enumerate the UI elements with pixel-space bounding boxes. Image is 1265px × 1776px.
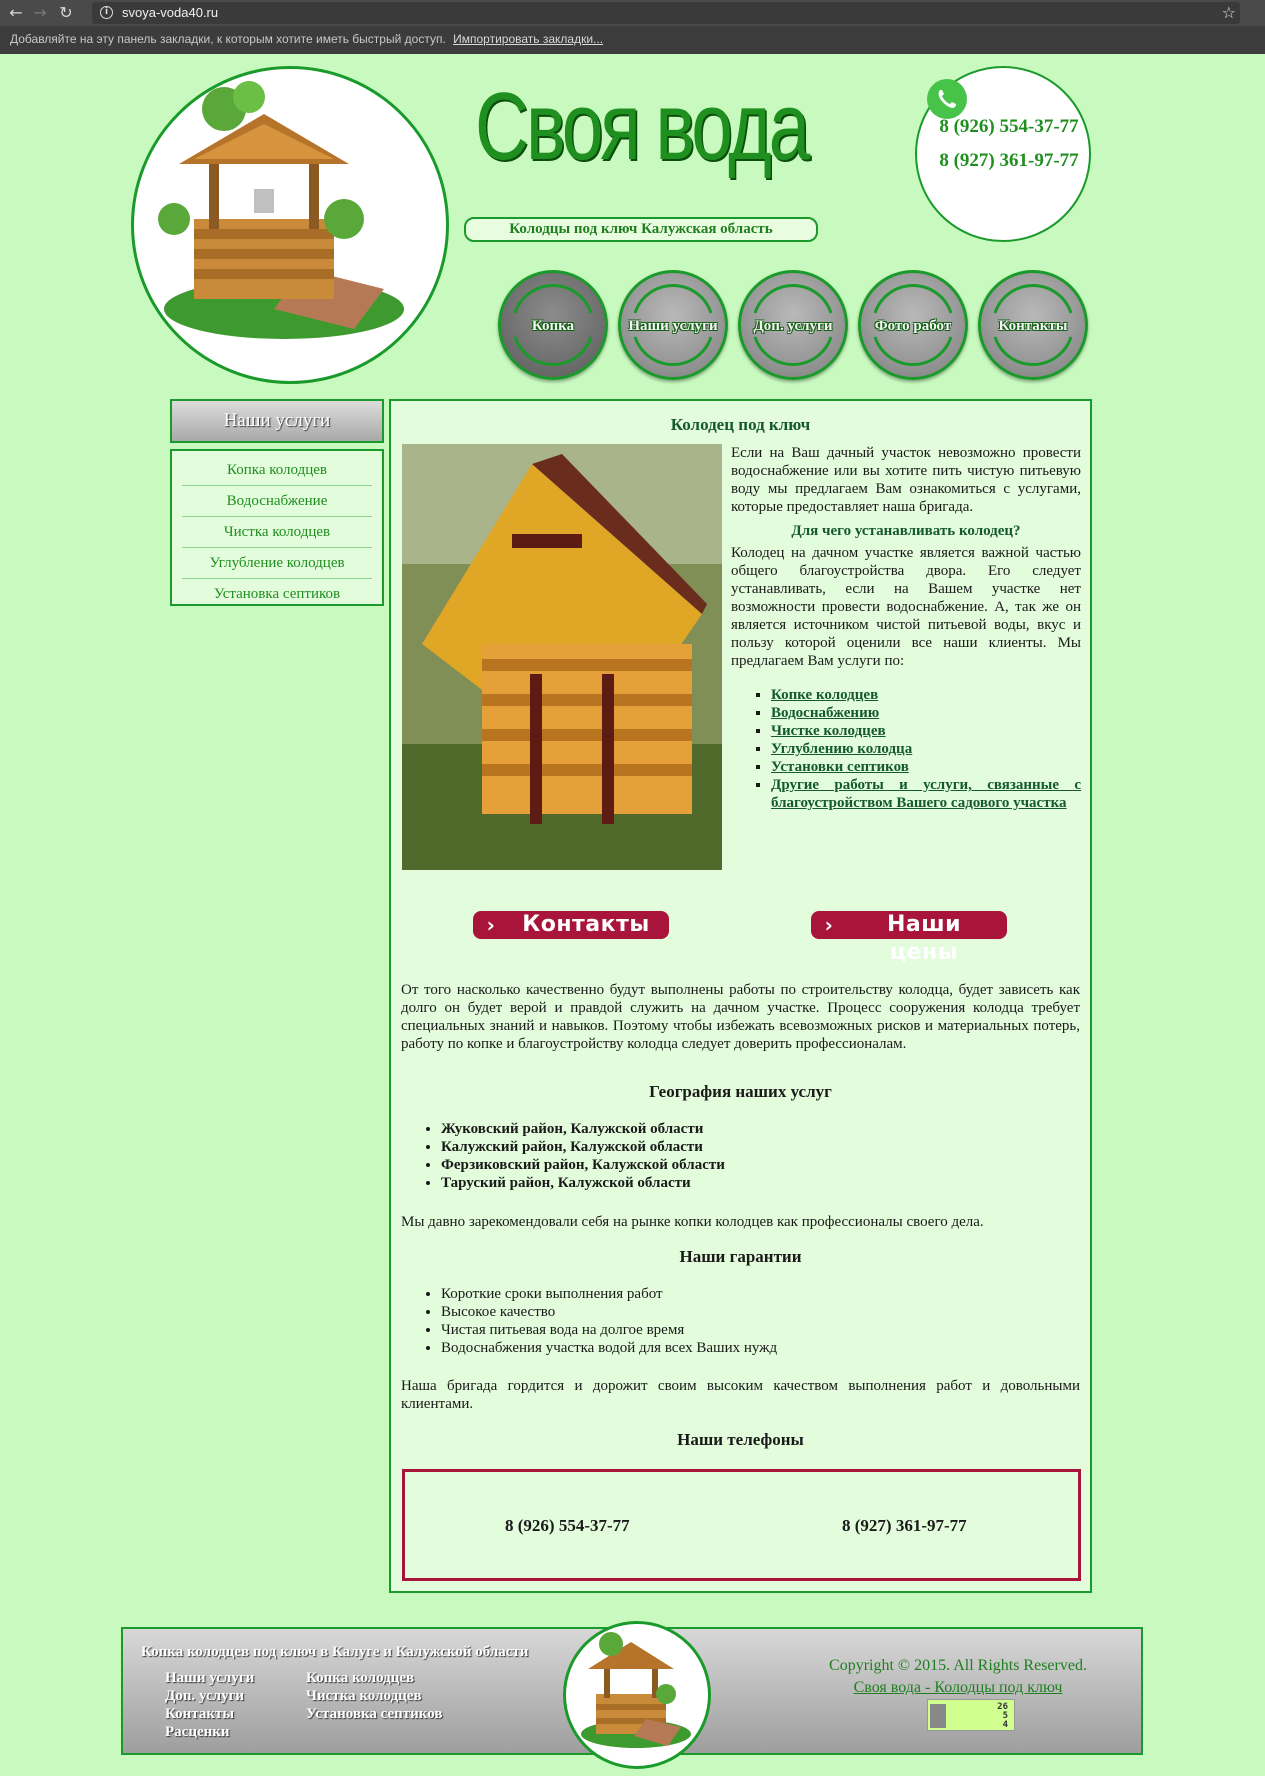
nav-contacts-label: Контакты xyxy=(998,318,1068,334)
nav-services-label: Наши услуги xyxy=(628,318,718,334)
service-link-deepening[interactable]: Углублению колодца xyxy=(771,741,913,757)
why-text: Колодец на дачном участке является важной частью общего благоустройства двора. Его следует устанавливать, если на Вашем участке нет возможности провести водоснабжение. А, так же он является источником чистой питьевой воды, вкус и пользу которой оценили все наши клиенты. Мы предлагаем Вам услуги по: xyxy=(731,545,1081,669)
site-subtitle: Колодцы под ключ Калужская область xyxy=(464,217,818,242)
site-info-icon[interactable]: i xyxy=(100,6,113,19)
reload-icon[interactable]: ↻ xyxy=(59,3,73,22)
site-title[interactable]: Своя вода xyxy=(475,73,808,180)
nav-kopka[interactable] xyxy=(498,270,608,380)
counter-value: 26 xyxy=(997,1702,1008,1712)
footer-title: Копка колодцев под ключ в Калуге и Калужской области xyxy=(141,1644,529,1660)
footer-logo[interactable] xyxy=(563,1621,711,1769)
intro-column xyxy=(731,444,1081,812)
footer-link-septic[interactable]: Установка септиков xyxy=(306,1706,443,1722)
pride-text: Наша бригада гордится и дорожит своим высоким качеством выполнения работ и довольными клиентами. xyxy=(401,1378,1080,1412)
forward-icon[interactable]: → xyxy=(33,3,47,22)
intro-text: Если на Ваш дачный участок невозможно провести водоснабжение или вы хотите пить чистую питьевую воду мы предлагаем Вам ознакомиться с услугами, которые предоставляет наша бригада. xyxy=(731,445,1081,515)
header-phone-2[interactable]: 8 (927) 361-97-77 xyxy=(939,150,1079,171)
footer-link-prices[interactable]: Расценки xyxy=(165,1724,230,1740)
counter-value: 4 xyxy=(1002,1720,1008,1730)
copyright-block xyxy=(823,1655,1093,1699)
service-links xyxy=(771,686,1081,812)
service-link-water[interactable]: Водоснабжению xyxy=(771,705,880,721)
service-link-other[interactable]: Другие работы и услуги, связанные с благоустройством Вашего садового участка xyxy=(771,777,1081,811)
contacts-button-label: Контакты xyxy=(522,912,650,937)
bottom-strip xyxy=(0,1770,1265,1776)
guarantee-item: • Чистая питьевая вода на долгое время xyxy=(441,1321,1041,1339)
footer-nav-col-2 xyxy=(306,1669,442,1723)
whatsapp-icon[interactable] xyxy=(927,79,967,119)
logo-image[interactable] xyxy=(131,66,449,384)
sidebar-item-septic[interactable]: Установка септиков xyxy=(213,586,341,602)
nav-kopka-label: Копка xyxy=(531,318,575,334)
footer-link-contacts[interactable]: Контакты xyxy=(165,1706,235,1722)
chevron-right-icon: › xyxy=(486,913,496,937)
well-logo-illustration xyxy=(134,69,446,381)
guarantee-heading: Наши гарантии xyxy=(679,1247,802,1266)
sidebar-heading[interactable]: Наши услуги xyxy=(170,399,384,443)
footer-link-services[interactable]: Наши услуги xyxy=(165,1670,255,1686)
nav-photos[interactable] xyxy=(858,270,968,380)
header-phones xyxy=(915,66,1091,242)
address-row xyxy=(0,0,1265,26)
browser-chrome xyxy=(0,0,1265,54)
footer-link-cleaning[interactable]: Чистка колодцев xyxy=(306,1688,422,1704)
url-text[interactable]: svoya-voda40.ru xyxy=(122,5,219,20)
prices-button-label: Наши цены xyxy=(886,912,962,965)
geo-heading: География наших услуг xyxy=(649,1082,832,1101)
chevron-right-icon: › xyxy=(824,913,834,937)
reputation-text: Мы давно зарекомендовали себя на рынке копки колодцев как профессионалы своего дела. xyxy=(401,1214,984,1230)
sidebar-item-well-cleaning[interactable]: Чистка колодцев xyxy=(182,517,372,548)
back-icon[interactable]: ← xyxy=(9,3,23,22)
nav-contacts[interactable] xyxy=(978,270,1088,380)
main-nav xyxy=(498,270,1088,380)
geo-item: • Жуковский район, Калужской области xyxy=(441,1120,1041,1138)
sidebar-item-well-deepening[interactable]: Углубление колодцев xyxy=(182,548,372,579)
address-bar[interactable] xyxy=(92,2,1240,24)
header-phone-1[interactable]: 8 (926) 554-37-77 xyxy=(939,116,1079,137)
sidebar-item-well-digging[interactable]: Копка колодцев xyxy=(182,455,372,486)
contacts-button[interactable] xyxy=(473,911,669,939)
bookmarks-bar xyxy=(10,31,603,47)
copyright-text: Copyright © 2015. All Rights Reserved. xyxy=(829,1657,1087,1674)
footer-link-extra[interactable]: Доп. услуги xyxy=(165,1688,245,1704)
geo-item: • Калужский район, Калужской области xyxy=(441,1138,1041,1156)
nav-extra-services[interactable] xyxy=(738,270,848,380)
footer-site-link[interactable]: Своя вода - Колодцы под ключ xyxy=(853,1679,1063,1696)
counter-bar-icon xyxy=(930,1704,946,1728)
why-heading: Для чего устанавливать колодец? xyxy=(791,523,1021,539)
guarantee-item: • Высокое качество xyxy=(441,1303,1041,1321)
main-phone-2[interactable]: 8 (927) 361-97-77 xyxy=(842,1516,967,1535)
phones-heading: Наши телефоны xyxy=(677,1430,804,1449)
nav-photos-label: Фото работ xyxy=(874,318,952,334)
counter-value: 5 xyxy=(1002,1711,1008,1721)
geo-item: • Таруский район, Калужской области xyxy=(441,1174,1041,1192)
quality-text: От того насколько качественно будут выполнены работы по строительству колодца, будет зависеть как долго он будет верой и правдой служить на дачном участке. Процесс сооружения колодца требует специальных знаний и навыков. Поэтому чтобы избежать всевозможных рисков и материальных потерь, работу по копке и благоустройству колодца следует доверить профессионалам. xyxy=(401,982,1080,1052)
phones-box xyxy=(402,1469,1081,1581)
visit-counter[interactable] xyxy=(927,1699,1015,1731)
geo-item: • Ферзиковский район, Калужской области xyxy=(441,1156,1041,1174)
service-link-cleaning[interactable]: Чистке колодцев xyxy=(771,723,886,739)
guarantee-list xyxy=(441,1285,1041,1357)
sidebar-item-water-supply[interactable]: Водоснабжение xyxy=(182,486,372,517)
well-photo xyxy=(402,444,722,870)
prices-button[interactable] xyxy=(811,911,1007,965)
geo-list xyxy=(441,1120,1041,1192)
guarantee-item: • Водоснабжения участка водой для всех Ваших нужд xyxy=(441,1339,1041,1357)
sidebar-menu xyxy=(170,449,384,606)
footer-nav-col-1 xyxy=(165,1669,254,1741)
footer xyxy=(121,1627,1143,1755)
footer-link-digging[interactable]: Копка колодцев xyxy=(306,1670,415,1686)
service-link-digging[interactable]: Копке колодцев xyxy=(771,687,879,703)
main-content xyxy=(389,399,1092,1593)
main-phone-1[interactable]: 8 (926) 554-37-77 xyxy=(505,1516,630,1535)
nav-extra-services-label: Доп. услуги xyxy=(753,318,833,334)
service-link-septic[interactable]: Установки септиков xyxy=(771,759,909,775)
bookmarks-hint: Добавляйте на эту панель закладки, к которым хотите иметь быстрый доступ. xyxy=(10,32,446,46)
bookmark-star-icon[interactable]: ☆ xyxy=(1221,3,1236,22)
nav-services[interactable] xyxy=(618,270,728,380)
guarantee-item: • Короткие сроки выполнения работ xyxy=(441,1285,1041,1303)
import-bookmarks-link[interactable]: Импортировать закладки... xyxy=(453,32,604,46)
page-title: Колодец под ключ xyxy=(670,415,811,434)
